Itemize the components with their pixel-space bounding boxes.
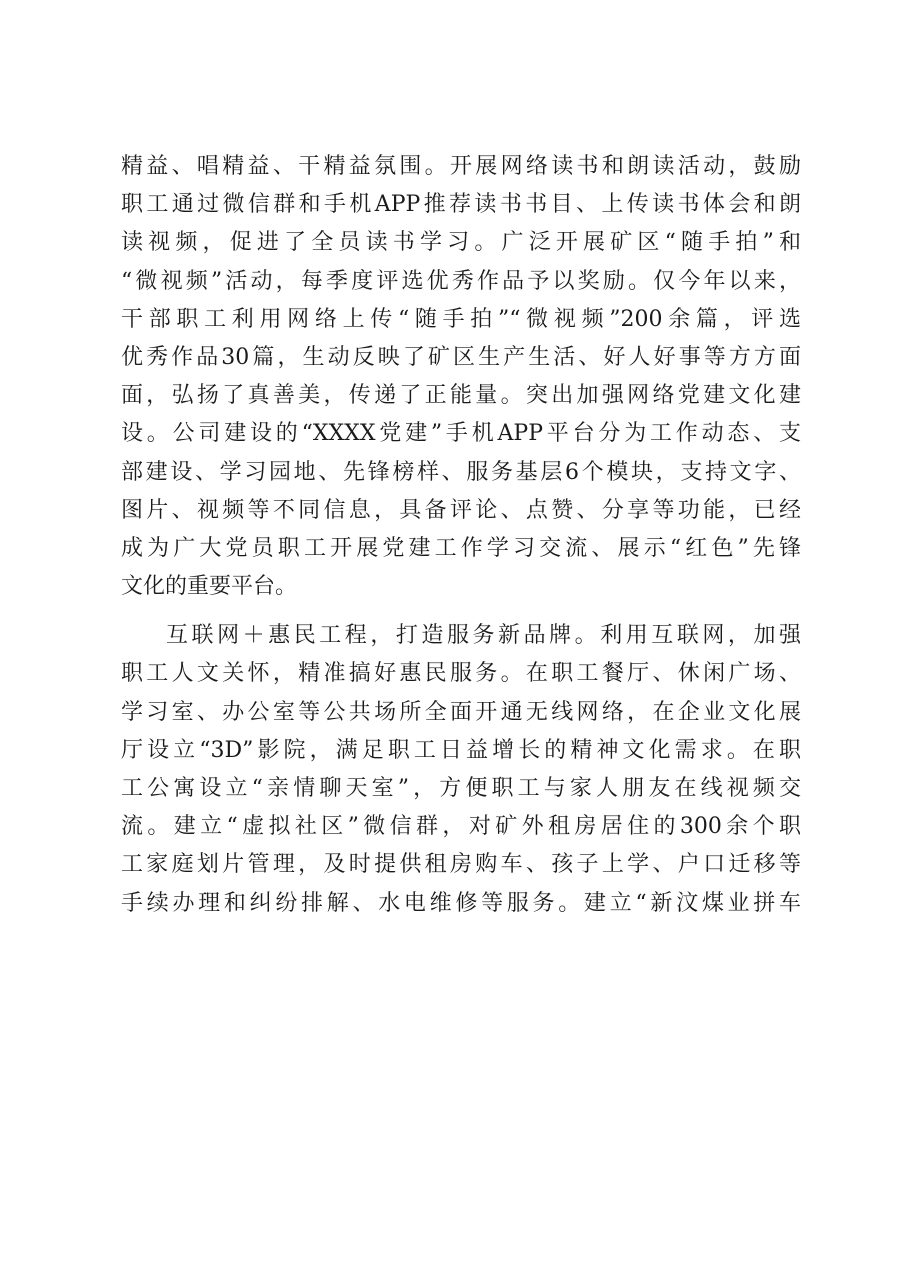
text-line: 学习室、办公室等公共场所全面开通无线网络，在企业文化展 <box>121 699 801 725</box>
text-line: 职工通过微信群和手机APP推荐读书书目、上传读书体会和朗 <box>121 192 801 218</box>
text-line: 设。公司建设的“XXXX党建”手机APP平台分为工作动态、支 <box>121 421 801 447</box>
text-line: 图片、视频等不同信息，具备评论、点赞、分享等功能，已经 <box>121 497 801 523</box>
text-line: 互联网＋惠民工程，打造服务新品牌。利用互联网，加强 <box>166 623 801 649</box>
paragraph-2 <box>121 617 801 923</box>
text-line: 流。建立“虚拟社区”微信群，对矿外租房居住的300余个职 <box>121 814 801 840</box>
body-text <box>121 148 801 923</box>
text-line: 成为广大党员职工开展党建工作学习交流、展示“红色”先锋 <box>121 535 801 561</box>
text-line: 优秀作品30篇，生动反映了矿区生产生活、好人好事等方方面 <box>121 344 801 370</box>
text-line: 文化的重要平台。 <box>121 574 298 600</box>
text-line: 厅设立“3D”影院，满足职工日益增长的精神文化需求。在职 <box>121 737 801 763</box>
text-line: 职工人文关怀，精准搞好惠民服务。在职工餐厅、休闲广场、 <box>121 661 801 687</box>
text-line: 工家庭划片管理，及时提供租房购车、孩子上学、户口迁移等 <box>121 852 801 878</box>
paragraph-spacer <box>121 606 801 617</box>
paragraph-1 <box>121 148 801 606</box>
text-line: 手续办理和纠纷排解、水电维修等服务。建立“新汶煤业拼车 <box>121 890 801 916</box>
text-line: 部建设、学习园地、先锋榜样、服务基层6个模块，支持文字、 <box>121 459 801 485</box>
text-line: 面，弘扬了真善美，传递了正能量。突出加强网络党建文化建 <box>121 383 801 409</box>
text-line: 精益、唱精益、干精益氛围。开展网络读书和朗读活动，鼓励 <box>121 154 801 179</box>
text-line: “微视频”活动，每季度评选优秀作品予以奖励。仅今年以来， <box>121 268 801 294</box>
text-line: 读视频，促进了全员读书学习。广泛开展矿区“随手拍”和 <box>121 230 801 256</box>
text-line: 干部职工利用网络上传“随手拍”“微视频”200余篇，评选 <box>121 306 801 332</box>
text-line: 工公寓设立“亲情聊天室”，方便职工与家人朋友在线视频交 <box>121 776 801 801</box>
